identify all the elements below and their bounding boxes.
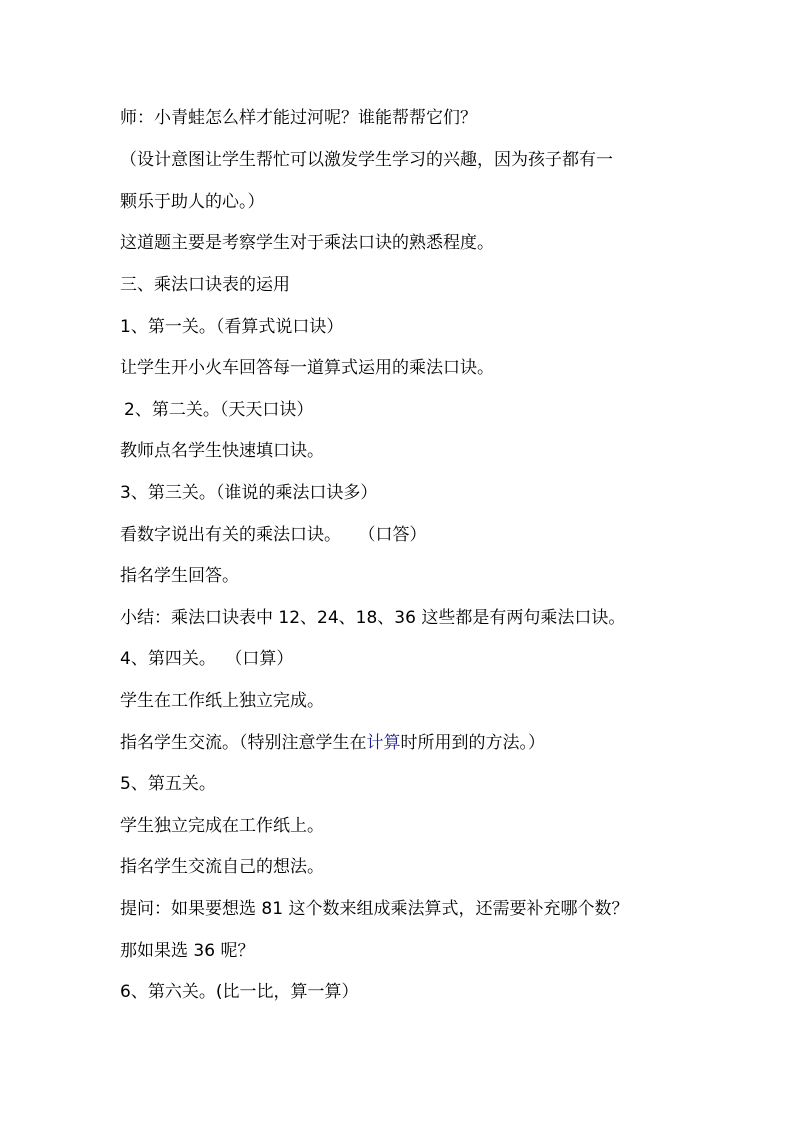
text-span: 2、第二关。（天天口诀） xyxy=(124,400,314,420)
text-span: 颗乐于助人的心。） xyxy=(120,192,265,212)
text-line-share-ideas xyxy=(120,853,740,881)
text-span: 让学生开小火车回答每一道算式运用的乘法口诀。 xyxy=(120,358,494,378)
text-span: 提问：如果要想选 81 这个数来组成乘法算式，还需要补充哪个数？ xyxy=(120,899,629,919)
text-line-teacher-question xyxy=(120,104,740,132)
text-span: 这道题主要是考察学生对于乘法口诀的熟悉程度。 xyxy=(120,233,494,253)
text-line-helpful-heart xyxy=(120,188,740,216)
design-intent-label: （设计意图 xyxy=(120,150,205,170)
text-span: 3、第三关。（谁说的乘法口诀多） xyxy=(120,483,378,503)
level-2-heading xyxy=(124,396,744,424)
text-line-design-intent xyxy=(120,146,740,174)
text-line-question-81 xyxy=(120,895,740,923)
text-span: 6、第六关。(比一比，算一算） xyxy=(120,982,359,1002)
text-span: 小结：乘法口诀表中 12、24、18、36 这些都是有两句乘法口诀。 xyxy=(120,608,626,628)
level-4-heading xyxy=(120,645,740,673)
text-span: 师：小青蛙怎么样才能过河呢？谁能帮帮它们？ xyxy=(120,108,477,128)
text-span: 教师点名学生快速填口诀。 xyxy=(120,441,324,461)
text-line-worksheet xyxy=(120,687,740,715)
section-heading-3 xyxy=(120,271,740,299)
level-6-heading xyxy=(120,978,740,1006)
text-span: 三、乘法口诀表的运用 xyxy=(120,275,290,295)
text-span: 让学生帮忙可以激发学生学习的兴趣，因为孩子都有一 xyxy=(205,150,613,170)
text-span: 指名学生回答。 xyxy=(120,566,239,586)
text-span: 看数字说出有关的乘法口诀。 xyxy=(120,525,341,545)
text-span-mental-calc: （口算） xyxy=(233,649,294,669)
text-span: 1、第一关。（看算式说口诀） xyxy=(120,317,344,337)
text-span: 那如果选 36 呢？ xyxy=(120,941,255,961)
text-span-oral-answer: （口答） xyxy=(367,525,427,545)
level-3-heading xyxy=(120,479,740,507)
text-line-exchange-methods xyxy=(120,729,740,757)
text-line-see-numbers xyxy=(120,521,740,549)
text-span: 指名学生交流。（特别注意学生在 xyxy=(120,733,367,753)
text-line-summary xyxy=(120,604,740,632)
text-span: 指名学生交流自己的想法。 xyxy=(120,857,324,877)
text-line-question-36 xyxy=(120,937,740,965)
text-span: 5、第五关。 xyxy=(120,774,216,794)
level-1-heading xyxy=(120,313,740,341)
text-span: 4、第四关。 xyxy=(120,649,216,669)
text-span: 学生在工作纸上独立完成。 xyxy=(120,691,324,711)
text-line-train-answer xyxy=(120,354,740,382)
text-line-question-purpose xyxy=(120,229,740,257)
text-span-calculation: 计算 xyxy=(366,733,401,753)
text-line-students-answer xyxy=(120,562,740,590)
text-span: 时所用到的方法。） xyxy=(400,733,545,753)
text-line-teacher-calls xyxy=(120,437,740,465)
level-5-heading xyxy=(120,770,740,798)
text-span: 学生独立完成在工作纸上。 xyxy=(120,816,324,836)
text-line-independent-work xyxy=(120,812,740,840)
